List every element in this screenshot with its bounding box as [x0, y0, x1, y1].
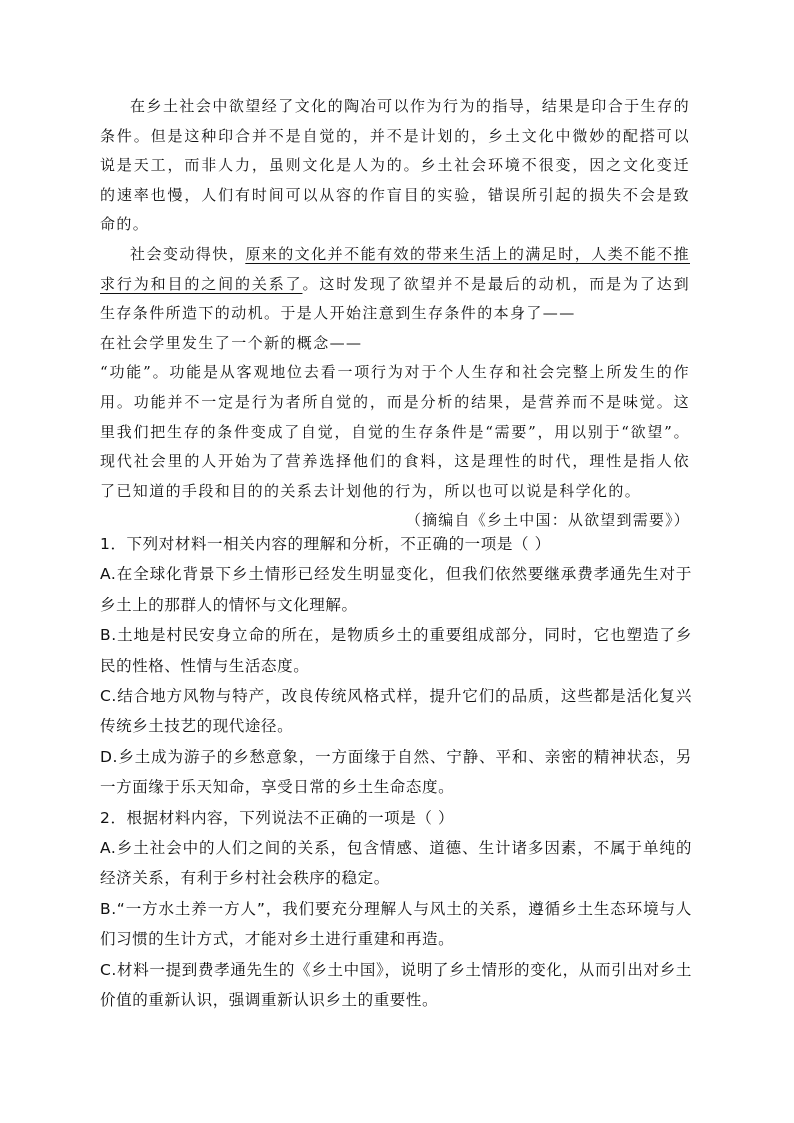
question-list [100, 529, 692, 1016]
question-2-stem: 2．根据材料内容，下列说法不正确的一项是（ ） [100, 808, 455, 827]
underlined-sentence: 原来的文化并不能有效的带来生活上的满足时，人类不能不推求行为和目的之间的关系了 [100, 244, 690, 293]
reading-passage [100, 92, 690, 536]
question-2-option-c: C.材料一提到费孝通先生的《乡土中国》，说明了乡土情形的变化，从而引出对乡土价值的重新认识，强调重新认识乡土的重要性。 [100, 960, 692, 1010]
passage-paragraph-3: 在社会学里发生了一个新的概念—— [100, 333, 363, 352]
passage-paragraph-1: 在乡土社会中欲望经了文化的陶冶可以作为行为的指导，结果是印合于生存的条件。但是这种印合并不是自觉的，并不是计划的，乡土文化中微妙的配搭可以说是天工，而非人力，虽则文化是人为的。乡土社会环境不很变，因之文化变迁的速率也慢，人们有时间可以从容的作盲目的实验，错误所引起的损失不会是致命的。 [100, 97, 690, 234]
passage-paragraph-4: “功能”。功能是从客观地位去看一项行为对于个人生存和社会完整上所发生的作用。功能并不一定是行为者所自觉的，而是分析的结果，是营养而不是味觉。这里我们把生存的条件变成了自觉，自觉的生存条件是“需要”，用以别于“欲望”。现代社会里的人开始为了营养选择他们的食料，这是理性的时代，理性是指人依了已知道的手段和目的的关系去计划他的行为，所以也可以说是科学化的。 [100, 363, 690, 500]
passage-paragraph-2-end: 。这时发现了欲望并不是最后的动机，而是为了达到生存条件所造下的动机。于是人开始注意到生存条件的本身了—— [100, 274, 690, 323]
question-1-stem: 1．下列对材料一相关内容的理解和分析，不正确的一项是（ ） [100, 535, 551, 553]
passage-paragraph-2 [100, 240, 690, 329]
question-2-option-a: A.乡土社会中的人们之间的关系，包含情感、道德、生计诸多因素，不属于单纯的经济关系，有利于乡村社会秩序的稳定。 [100, 839, 692, 888]
passage-source: （摘编自《乡土中国：从欲望到需要》） [405, 511, 690, 530]
question-1-option-b: B.土地是村民安身立命的所在，是物质乡土的重要组成部分，同时，它也塑造了乡民的性格、性情与生活态度。 [100, 626, 692, 675]
question-1-option-d: D.乡土成为游子的乡愁意象，一方面缘于自然、宁静、平和、亲密的精神状态，另一方面缘于乐天知命，享受日常的乡土生命态度。 [100, 747, 692, 797]
passage-paragraph-2-start: 社会变动得快， [130, 244, 246, 263]
question-2-option-b: B.“一方水土养一方人”，我们要充分理解人与风土的关系，遵循乡土生态环境与人们习惯的生计方式，才能对乡土进行重建和再造。 [100, 899, 692, 949]
question-1-option-c: C.结合地方风物与特产，改良传统风格式样，提升它们的品质，这些都是活化复兴传统乡土技艺的现代途径。 [100, 687, 692, 736]
question-1-option-a: A.在全球化背景下乡土情形已经发生明显变化，但我们依然要继承费孝通先生对于乡土上的那群人的情怀与文化理解。 [100, 565, 692, 614]
